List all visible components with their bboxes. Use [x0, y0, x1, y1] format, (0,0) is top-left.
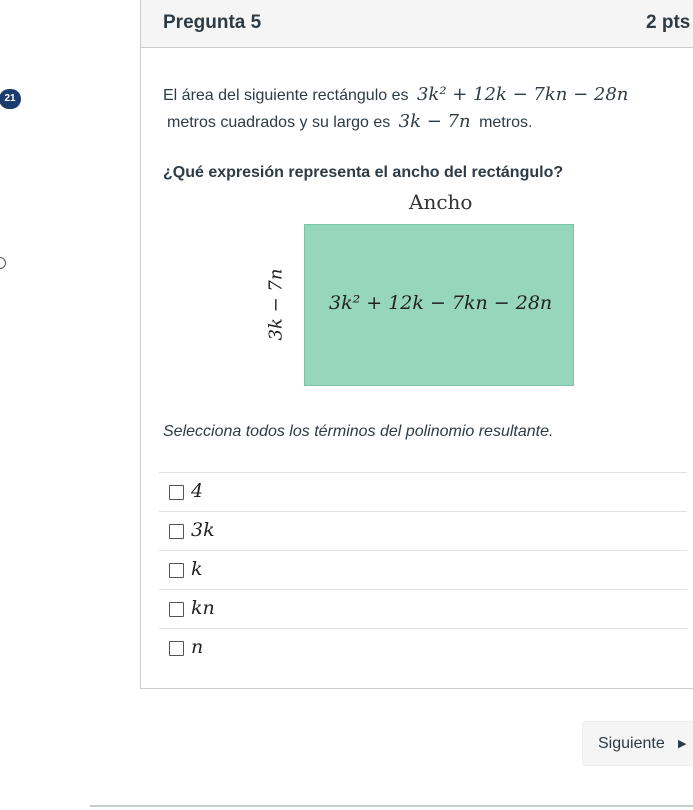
question-title: Pregunta 5 [163, 12, 262, 33]
question-card [140, 0, 693, 689]
nav-ring-icon [0, 257, 6, 269]
question-prompt: ¿Qué expresión representa el ancho del rectángulo? [163, 164, 564, 181]
rectangle-figure [261, 188, 591, 393]
answer-option[interactable] [159, 472, 687, 511]
answer-label: n [191, 636, 204, 658]
figure-width-label: Ancho [409, 190, 473, 214]
next-button-label: Siguiente [598, 735, 665, 752]
checkbox[interactable] [169, 563, 184, 578]
length-expression: 3k − 7n [398, 111, 471, 132]
rectangle-shape [304, 224, 574, 386]
area-expression: 3k² + 12k − 7kn − 28n [416, 84, 629, 105]
checkbox[interactable] [169, 641, 184, 656]
question-text-suffix: metros. [479, 114, 533, 131]
figure-length-label: 3k − 7n [265, 268, 287, 341]
question-text-line-2 [167, 111, 532, 132]
next-button[interactable] [582, 721, 693, 766]
checkbox[interactable] [169, 485, 184, 500]
answer-option[interactable] [159, 589, 687, 628]
answer-instructions: Selecciona todos los términos del polinomio resultante. [163, 423, 554, 440]
question-text: metros cuadrados y su largo es [167, 114, 391, 131]
figure-area-label: 3k² + 12k − 7kn − 28n [329, 292, 553, 314]
answer-option[interactable] [159, 550, 687, 589]
answer-label: 4 [191, 480, 204, 502]
question-text: El área del siguiente rectángulo es [163, 87, 409, 104]
answer-label: 3k [191, 519, 215, 541]
answer-option[interactable] [159, 511, 687, 550]
question-header [141, 0, 693, 48]
checkbox[interactable] [169, 602, 184, 617]
answer-label: k [191, 558, 203, 580]
answer-option[interactable] [159, 628, 687, 667]
question-text-line-1 [163, 84, 632, 105]
answer-label: kn [191, 597, 215, 619]
question-points: 2 pts [646, 12, 691, 33]
question-number-badge[interactable]: 21 [0, 89, 21, 109]
checkbox[interactable] [169, 524, 184, 539]
answer-list [159, 472, 687, 667]
footer-divider [90, 805, 693, 807]
caret-right-icon: ▶ [678, 738, 687, 750]
